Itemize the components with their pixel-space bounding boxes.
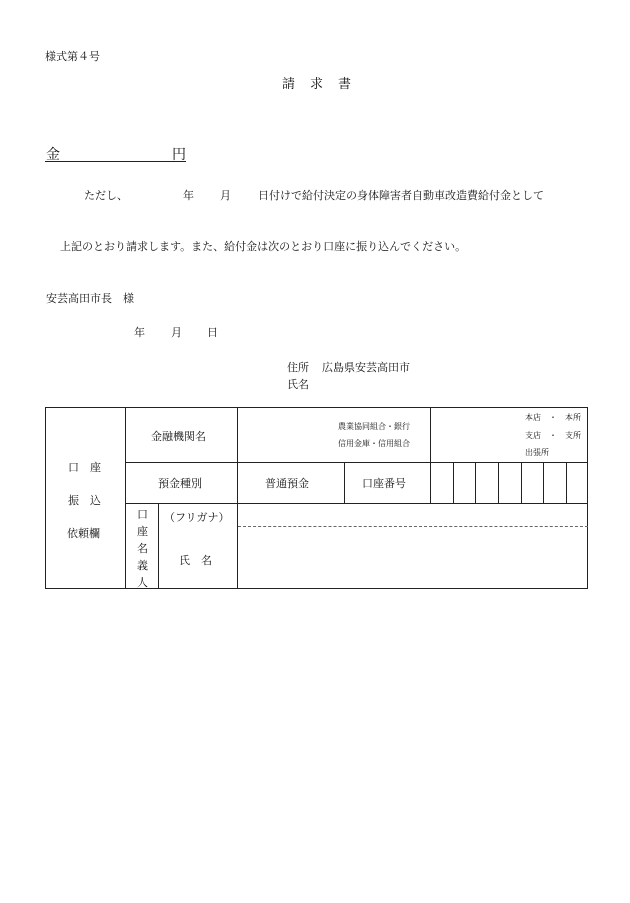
address-value: 広島県安芸高田市: [322, 361, 410, 374]
amount-prefix: 金: [46, 147, 60, 163]
divider: [125, 408, 126, 589]
holder-label-char: 座: [137, 525, 148, 538]
divider: [237, 408, 238, 589]
deposit-type-label: 預金種別: [158, 477, 202, 490]
amount-suffix: 円: [172, 147, 186, 163]
divider: [430, 408, 431, 503]
section-label-3: 依頼欄: [67, 527, 100, 540]
digit-divider: [521, 462, 522, 503]
divider: [125, 503, 588, 504]
body-month: 月: [220, 189, 231, 202]
furigana-dashed-line: [238, 526, 588, 527]
date-month: 月: [171, 326, 182, 339]
deposit-type-value: 普通預金: [265, 477, 309, 490]
section-label-2: 振 込: [68, 494, 101, 507]
form-number: 様式第４号: [45, 50, 100, 63]
branch-type-1: 本店 ・ 本所: [525, 413, 581, 422]
name-label: 氏名: [287, 378, 309, 391]
digit-divider: [498, 462, 499, 503]
digit-divider: [453, 462, 454, 503]
section-label-1: 口 座: [68, 461, 101, 474]
divider: [125, 462, 588, 463]
bank-transfer-table: [45, 407, 588, 589]
body-year: 年: [183, 189, 194, 202]
holder-label-char: 口: [137, 508, 148, 521]
digit-divider: [475, 462, 476, 503]
date-year: 年: [134, 326, 145, 339]
digit-divider: [543, 462, 544, 503]
branch-type-2: 支店 ・ 支所: [525, 431, 581, 440]
date-day: 日: [207, 326, 218, 339]
body-line-2: 上記のとおり請求します。また、給付金は次のとおり口座に振り込んでください。: [60, 240, 467, 253]
holder-name-label: 氏 名: [179, 554, 212, 567]
furigana-label: （フリガナ）: [164, 511, 230, 524]
amount-underline: [45, 161, 186, 162]
holder-label-char: 名: [137, 542, 148, 555]
body-rest: 日付けで給付決定の身体障害者自動車改造費給付金として: [258, 189, 544, 202]
bank-type-1: 農業協同組合・銀行: [338, 422, 410, 431]
divider: [344, 462, 345, 503]
document-title: 請 求 書: [282, 77, 353, 92]
body-prefix: ただし、: [84, 189, 128, 202]
addressee: 安芸高田市長 様: [46, 292, 134, 305]
holder-label-char: 人: [137, 576, 148, 589]
bank-name-label: 金融機関名: [151, 430, 206, 443]
digit-divider: [566, 462, 567, 503]
account-number-label: 口座番号: [362, 477, 406, 490]
address-label: 住所: [287, 361, 309, 374]
divider: [158, 503, 159, 589]
branch-type-3: 出張所: [525, 448, 549, 457]
holder-label-char: 義: [137, 559, 148, 572]
bank-type-2: 信用金庫・信用組合: [338, 439, 410, 448]
